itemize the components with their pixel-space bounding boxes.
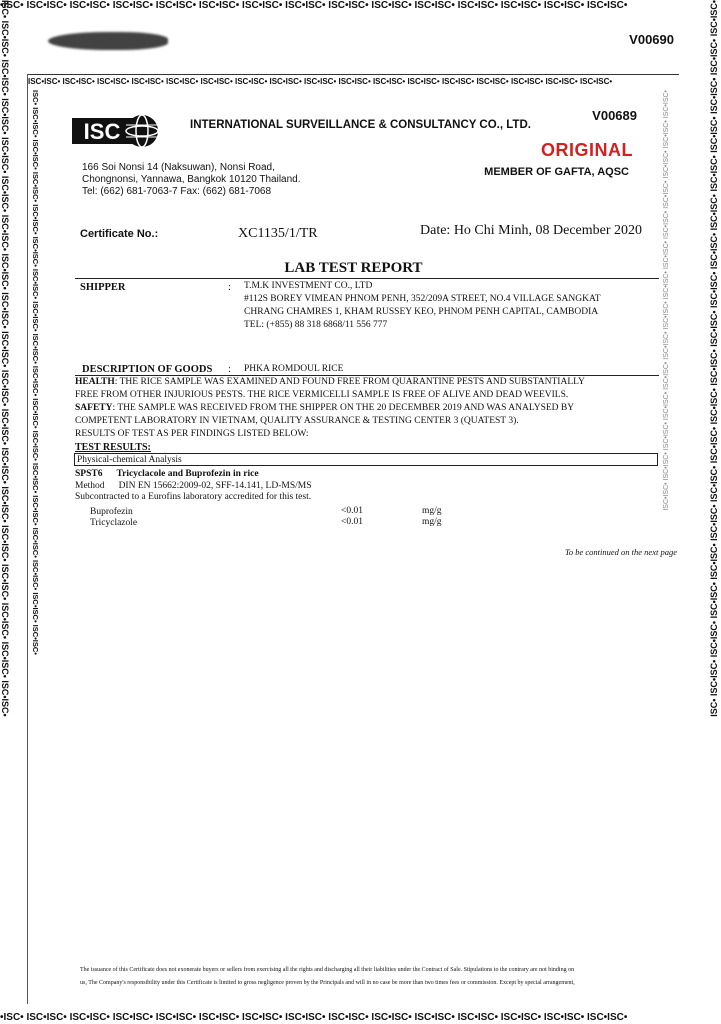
method-line [75, 481, 311, 491]
footer-line: us, The Company's responsibility under this Certificate is limited to gross negligence proven by the Principals and will in no case be more than two times fees or commission. Except by special arrangement, [80, 980, 575, 986]
result-value: <0.01 [341, 517, 363, 527]
right-edge-marks-text: ISC•ISC• ISC•ISC• ISC•ISC• ISC•ISC• ISC•ISC• ISC•ISC• ISC•ISC• ISC•ISC• ISC•ISC• ISC•ISC• ISC•ISC• ISC•ISC• ISC•ISC• ISC•ISC• [663, 90, 670, 511]
test-results-heading: TEST RESULTS: [75, 442, 151, 453]
method-value: DIN EN 15662:2009-02, SFF-14.141, LD-MS/MS [118, 481, 312, 491]
address-line: Chongnonsi, Yannawa, Bangkok 10120 Thailand. [82, 174, 301, 185]
health-text-continued: FREE FROM OTHER INJURIOUS PESTS. THE RICE VERMICELLI SAMPLE IS FREE OF ALIVE AND DEAD WEEVILS. [75, 390, 569, 400]
issue-date: Date: Ho Chi Minh, 08 December 2020 [420, 223, 643, 238]
health-text: : THE RICE SAMPLE WAS EXAMINED AND FOUND FREE FROM QUARANTINE PESTS AND SUBSTANTIALLY [114, 377, 585, 387]
report-title: LAB TEST REPORT [284, 260, 423, 276]
title-divider [75, 278, 659, 279]
outer-border-right [707, 0, 721, 1024]
address-line: 166 Soi Nonsi 14 (Naksuwan), Nonsi Road, [82, 162, 275, 173]
shipper-details [244, 280, 601, 332]
shipper-line: CHRANG CHAMRES 1, KHAM RUSSEY KEO, PHNOM PENH CAPITAL, CAMBODIA [244, 307, 599, 317]
certificate-number-value: XC1135/1/TR [238, 226, 318, 241]
goods-colon: : [228, 364, 231, 375]
isc-globe-logo-icon [72, 114, 160, 148]
result-name: Buprofezin [90, 507, 133, 517]
underlying-logo-icon [48, 32, 168, 50]
result-unit: mg/g [422, 517, 442, 527]
result-unit: mg/g [422, 506, 442, 516]
test-name: Tricyclacole and Buprofezin in rice [116, 469, 259, 479]
right-edge-marks [660, 90, 676, 995]
outer-border-bottom: •ISC• ISC•ISC• ISC•ISC• ISC•ISC• ISC•ISC• ISC•ISC• ISC•ISC• ISC•ISC• ISC•ISC• ISC•ISC• ISC•ISC• ISC•ISC• ISC•ISC• ISC•ISC• ISC•ISC• [0, 1012, 628, 1023]
company-name: INTERNATIONAL SURVEILLANCE & CONSULTANCY CO., LTD. [190, 119, 531, 131]
inner-border-left [29, 90, 41, 995]
test-code: SPST6 [75, 469, 103, 479]
statements-block [75, 376, 665, 441]
results-intro: RESULTS OF TEST AS PER FINDINGS LISTED BELOW: [75, 429, 309, 439]
result-name: Tricyclazole [90, 518, 138, 528]
certificate-number-label: Certificate No.: [80, 228, 159, 240]
underlying-certificate-number: V00690 [629, 32, 674, 47]
shipper-label: SHIPPER [80, 282, 126, 293]
company-address [82, 162, 301, 198]
logo-text: ISC [83, 119, 121, 144]
shipper-colon: : [228, 282, 231, 293]
shipper-line: #112S BOREY VIMEAN PHNOM PENH, 352/209A STREET, NO.4 VILLAGE SANGKAT [244, 294, 601, 304]
certificate-page [27, 74, 679, 1004]
outer-border-left-text: ISC• ISC•ISC• ISC•ISC• ISC•ISC• ISC•ISC• ISC•ISC• ISC•ISC• ISC•ISC• ISC•ISC• ISC•ISC• ISC•ISC• ISC•ISC• ISC•ISC• ISC•ISC• ISC•ISC• ISC•ISC• ISC•ISC• ISC•ISC• ISC•ISC• [0, 0, 10, 717]
membership-line: MEMBER OF GAFTA, AQSC [484, 166, 629, 178]
test-code-line [75, 469, 259, 479]
inner-border-top: ISC•ISC• ISC•ISC• ISC•ISC• ISC•ISC• ISC•ISC• ISC•ISC• ISC•ISC• ISC•ISC• ISC•ISC• ISC•ISC• ISC•ISC• ISC•ISC• ISC•ISC• ISC•ISC• ISC•ISC• ISC•ISC• ISC•ISC• [28, 74, 679, 88]
outer-border-right-text: ISC• ISC•ISC• ISC•ISC• ISC•ISC• ISC•ISC• ISC•ISC• ISC•ISC• ISC•ISC• ISC•ISC• ISC•ISC• ISC•ISC• ISC•ISC• ISC•ISC• ISC•ISC• ISC•ISC• ISC•ISC• ISC•ISC• ISC•ISC• ISC•ISC• [709, 0, 719, 717]
continued-note: To be continued on the next page [564, 547, 677, 557]
outer-border-left [0, 0, 12, 1024]
goods-label: DESCRIPTION OF GOODS [82, 364, 213, 375]
shipper-line: TEL: (+855) 88 318 6868/11 556 777 [244, 320, 388, 330]
footer-line: The issuance of this Certificate does not exonerate buyers or sellers from exercising all the rights and discharging all their liabilities under the Contract of Sale. Stipulations to the contrary are not binding on [80, 967, 575, 973]
safety-label: SAFETY [75, 403, 113, 413]
underlying-sheet [20, 28, 680, 58]
original-stamp: ORIGINAL [541, 140, 633, 160]
footer-disclaimer [80, 964, 660, 990]
safety-text-continued: COMPETENT LABORATORY IN VIETNAM, QUALITY ASSURANCE & TESTING CENTER 3 (QUATEST 3). [75, 416, 519, 426]
safety-text: : THE SAMPLE WAS RECEIVED FROM THE SHIPPER ON THE 20 DECEMBER 2019 AND WAS ANALYSED BY [112, 403, 575, 413]
goods-value: PHKA ROMDOUL RICE [244, 364, 344, 374]
inner-border-left-text: ISC• ISC•ISC• ISC•ISC• ISC•ISC• ISC•ISC• ISC•ISC• ISC•ISC• ISC•ISC• ISC•ISC• ISC•ISC• ISC•ISC• ISC•ISC• ISC•ISC• ISC•ISC• ISC•ISC• ISC•ISC• ISC•ISC• ISC•ISC• [31, 90, 40, 655]
shipper-line: T.M.K INVESTMENT CO., LTD [244, 281, 373, 291]
outer-border-top: •ISC• ISC•ISC• ISC•ISC• ISC•ISC• ISC•ISC• ISC•ISC• ISC•ISC• ISC•ISC• ISC•ISC• ISC•ISC• ISC•ISC• ISC•ISC• ISC•ISC• ISC•ISC• ISC•ISC• [0, 0, 628, 11]
method-label: Method [75, 481, 105, 491]
address-line: Tel: (662) 681-7063-7 Fax: (662) 681-7068 [82, 186, 272, 197]
certificate-serial: V00689 [592, 108, 637, 123]
health-label: HEALTH [75, 377, 115, 387]
analysis-category: Physical-chemical Analysis [74, 453, 658, 466]
subcontract-note: Subcontracted to a Eurofins laboratory accredited for this test. [75, 492, 312, 502]
result-value: <0.01 [341, 506, 363, 516]
